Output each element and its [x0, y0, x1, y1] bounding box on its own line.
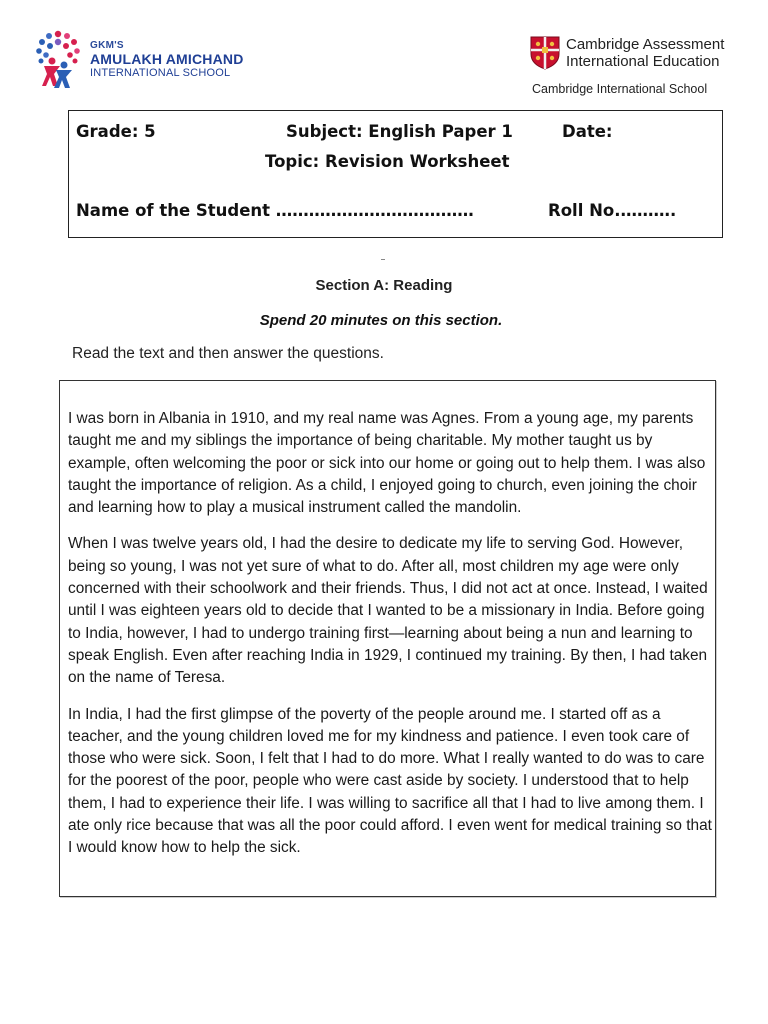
- cambridge-shield-icon: [530, 36, 560, 70]
- cambridge-line-2: International Education: [566, 53, 720, 70]
- student-name-field[interactable]: Name of the Student ………………………………: [76, 201, 474, 220]
- cambridge-line-3: Cambridge International School: [532, 82, 708, 96]
- topic-label: Topic: Revision Worksheet: [265, 152, 510, 171]
- cambridge-logo: [530, 36, 730, 100]
- school-logo: [32, 28, 262, 94]
- school-name: AMULAKH AMICHAND: [90, 51, 244, 67]
- stray-mark: [381, 259, 385, 260]
- school-prefix: GKM'S: [90, 40, 124, 51]
- worksheet-header-box: [68, 110, 723, 238]
- cambridge-line-1: Cambridge Assessment: [566, 36, 725, 53]
- school-emblem-icon: [32, 28, 84, 90]
- instructions: Read the text and then answer the questions.: [72, 345, 384, 362]
- section-time-note: Spend 20 minutes on this section.: [259, 312, 503, 329]
- section-title: Section A: Reading: [315, 277, 453, 294]
- reading-passage: [68, 408, 713, 874]
- subject-label: Subject: English Paper 1: [286, 122, 513, 141]
- date-label: Date:: [562, 122, 613, 141]
- passage-paragraph-1: I was born in Albania in 1910, and my real name was Agnes. From a young age, my parents taught me and my siblings the importance of being charitable. My mother taught us by example, often welcoming the poor or sick into our home or going out to help them. I was also taught the importance of religion. As a child, I enjoyed going to church, even joining the choir and learning how to play a musical instrument called the mandolin.: [68, 410, 706, 517]
- roll-no-field[interactable]: Roll No.……….: [548, 201, 677, 220]
- grade-label: Grade: 5: [76, 122, 156, 141]
- passage-paragraph-3: In India, I had the first glimpse of the poverty of the people around me. I started off as a teacher, and the young children loved me for my kindness and patience. I even took care of those who were sick. Soon, I felt that I had to do more. What I really wanted to do was to care for the poorest of the poor, people who were cast aside by society. I understood that to help them, I had to experience their life. I was willing to sacrifice all that I had to live among them. I ate only rice because that was all the poor could afford. I even went for medical training so that I would know how to help the sick.: [68, 705, 712, 857]
- passage-paragraph-2: When I was twelve years old, I had the desire to dedicate my life to serving God. However, being so young, I was not yet sure of what to do. After all, most children my age were only concerned with their schoolwork and their friends. Thus, I did not act at once. Instead, I waited until I was eighteen years old to decide that I wanted to be a missionary in India. Before going to India, however, I had to undergo training first—learning about being a nun and learning to speak English. Even after reaching India in 1929, I continued my training. By then, I had taken on the name of Teresa.: [68, 535, 708, 687]
- school-subtitle: INTERNATIONAL SCHOOL: [90, 67, 231, 79]
